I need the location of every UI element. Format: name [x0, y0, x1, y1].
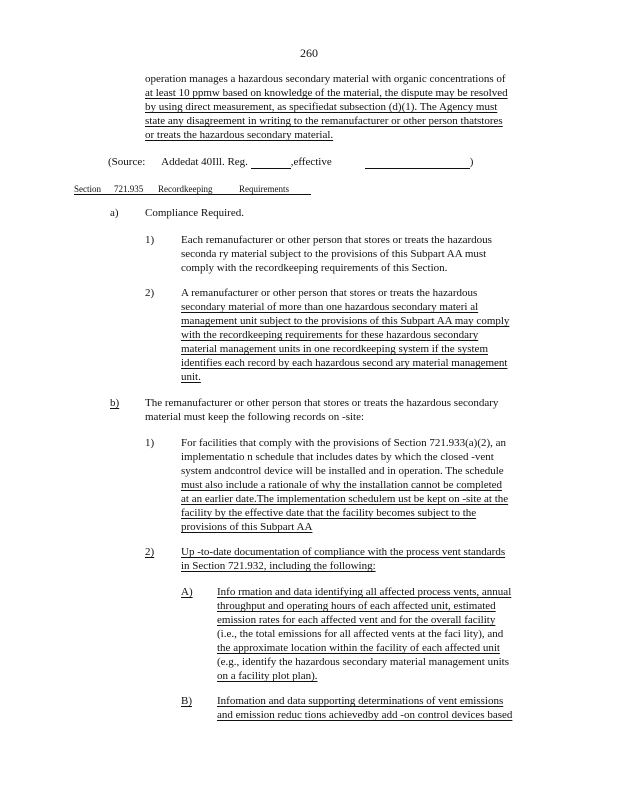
subitem-A-label: A) [181, 586, 193, 598]
text-line: For facilities that comply with the provisions of Section 721.933(a)(2), an [181, 437, 507, 449]
source-note [108, 155, 473, 169]
reg-volume-blank [251, 158, 291, 169]
item-b2-label: 2) [145, 546, 155, 558]
item-a1-label: 1) [145, 234, 155, 246]
page-number: 260 [300, 46, 318, 60]
text-line: Each remanufacturer or other person that stores or treats the hazardous [181, 234, 492, 246]
text-line: Up -to-date documentation of compliance with the process vent standards [181, 546, 506, 558]
subsection-b-text [145, 396, 535, 424]
subitem-B-label: B) [181, 695, 192, 707]
intro-line: operation manages a hazardous secondary material with organic concentrations of [145, 73, 506, 85]
effective-date-blank [365, 158, 470, 169]
subitem-A-text [217, 585, 535, 683]
text-line: with the recordkeeping requirements for these hazardous secondary [181, 329, 479, 341]
text-line: facility by the effective date that the facility becomes subject to the [181, 507, 477, 519]
item-a2-label: 2) [145, 287, 155, 299]
text-line: material must keep the following records on -site: [145, 411, 365, 423]
text-line: at an earlier date.The implementation schedulem ust be kept on -site at the [181, 493, 509, 505]
source-added: Addedat 40Ill. Reg. [161, 156, 248, 168]
text-line: (e.g., identify the hazardous secondary material management units [217, 656, 510, 668]
item-a2-text [181, 286, 541, 384]
source-prefix: (Source: [108, 156, 146, 168]
subsection-b-label: b) [110, 397, 120, 409]
intro-line: at least 10 ppmw based on knowledge of the material, the dispute may be resolved [145, 87, 508, 99]
text-line: seconda ry material subject to the provisions of this Subpart AA must [181, 248, 487, 260]
text-line: provisions of this Subpart AA [181, 521, 313, 533]
text-line: unit. [181, 371, 201, 383]
text-line: throughput and operating hours of each affected unit, estimated [217, 600, 496, 612]
section-label: Section [74, 184, 101, 194]
item-a1-text [181, 233, 514, 275]
text-line: material management units in one recordkeeping system if the system [181, 343, 488, 355]
text-line: (i.e., the total emissions for all affected vents at the faci lity), and [217, 628, 504, 640]
text-line: Info rmation and data identifying all affected process vents, annual [217, 586, 512, 598]
text-line: implementatio n schedule that includes dates by which the closed -vent [181, 451, 494, 463]
section-number: 721.935 [114, 184, 144, 194]
item-b1-label: 1) [145, 437, 155, 449]
text-line: Infomation and data supporting determinations of vent emissions [217, 695, 504, 707]
text-line: emission rates for each affected vent and for the overall facility [217, 614, 496, 626]
section-title-2: Requirements [239, 184, 289, 194]
text-line: secondary material of more than one hazardous secondary materi al [181, 301, 479, 313]
source-close: ) [469, 156, 474, 168]
intro-line: or treats the hazardous secondary material. [145, 129, 334, 141]
text-line: management unit subject to the provisions of this Subpart AA may comply [181, 315, 510, 327]
intro-paragraph [145, 72, 541, 142]
intro-line: by using direct measurement, as specifiedat subsection (d)(1). The Agency must [145, 101, 498, 113]
text-line: and emission reduc tions achievedby add -on control devices based [217, 709, 513, 721]
text-line: on a facility plot plan). [217, 670, 318, 682]
section-title-1: Recordkeeping [158, 184, 213, 194]
subitem-B-text [217, 694, 535, 722]
text-line: comply with the recordkeeping requirements of this Section. [181, 262, 448, 274]
source-effective: ,effective [290, 156, 332, 168]
subsection-a-heading: Compliance Required. [145, 207, 244, 219]
intro-line: state any disagreement in writing to the remanufacturer or other person thatstores [145, 115, 503, 127]
section-divider [74, 194, 311, 195]
item-b2-text [181, 545, 537, 573]
subsection-a-label: a) [110, 207, 119, 219]
text-line: A remanufacturer or other person that stores or treats the hazardous [181, 287, 478, 299]
text-line: system andcontrol device will be installed and in operation. The schedule [181, 465, 504, 477]
text-line: The remanufacturer or other person that stores or treats the hazardous secondary [145, 397, 499, 409]
text-line: must also include a rationale of why the installation cannot be completed [181, 479, 503, 491]
item-b1-text [181, 436, 545, 534]
text-line: in Section 721.932, including the following: [181, 560, 376, 572]
text-line: the approximate location within the facility of each affected unit [217, 642, 500, 654]
text-line: identifies each record by each hazardous second ary material management [181, 357, 508, 369]
